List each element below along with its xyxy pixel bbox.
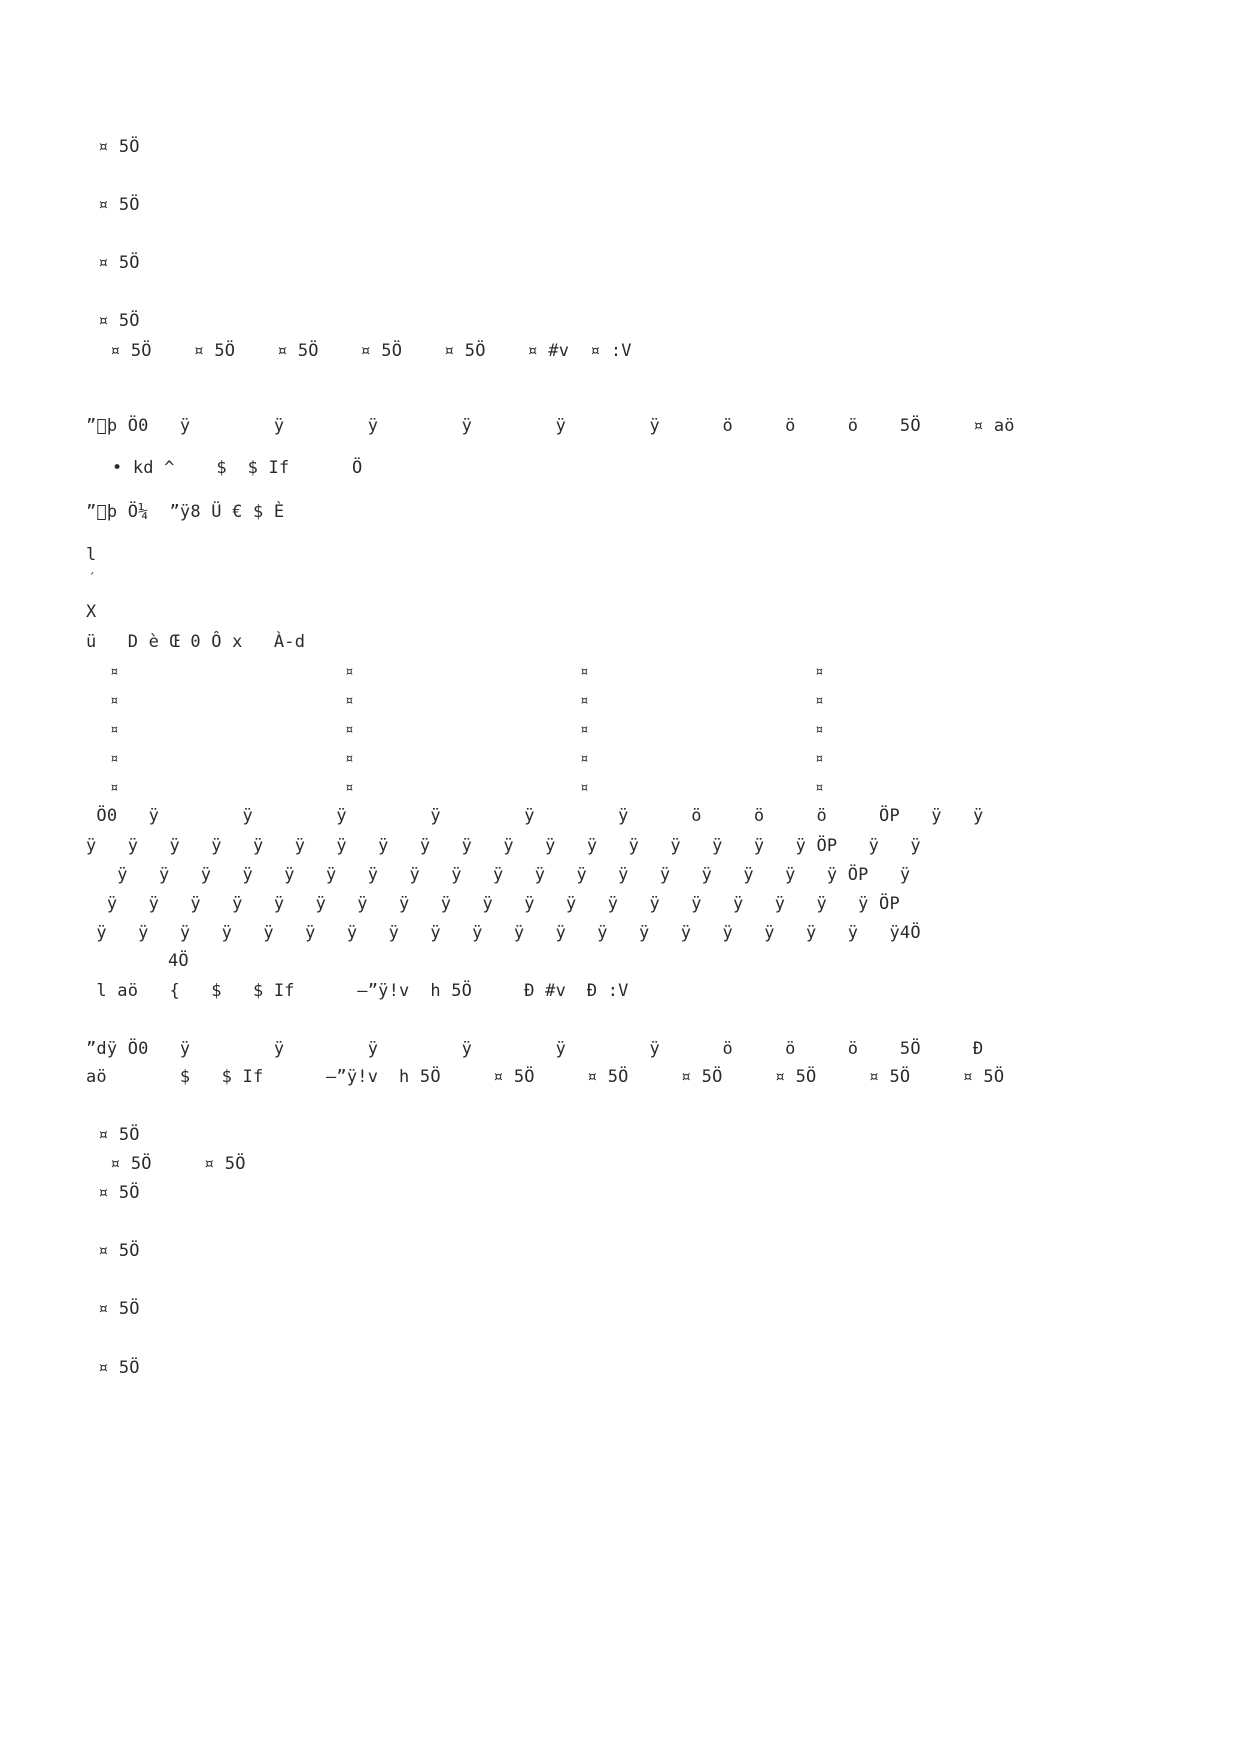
matrix-line: Ö0 ÿ ÿ ÿ ÿ ÿ ÿ ö ö ö ÖP ÿ ÿ: [86, 806, 984, 826]
matrix-line: ÿ ÿ ÿ ÿ ÿ ÿ ÿ ÿ ÿ ÿ ÿ ÿ ÿ ÿ ÿ ÿ ÿ ÿ ÿ ÖP: [86, 894, 900, 914]
currency-symbol: ¤: [580, 780, 589, 796]
text-line: ¤ 5Ö: [98, 1125, 140, 1145]
currency-symbol: ¤: [110, 693, 119, 709]
currency-symbol: ¤: [580, 751, 589, 767]
text-line: ¤ 5Ö ¤ 5Ö ¤ 5Ö ¤ 5Ö ¤ 5Ö ¤ #v ¤ :V: [110, 341, 632, 361]
text-line: ¤ 5Ö: [98, 1183, 140, 1203]
currency-symbol: ¤: [345, 664, 354, 680]
text-line: ¤ 5Ö: [98, 1241, 140, 1261]
currency-symbol: ¤: [815, 751, 824, 767]
text-line: ¤ 5Ö: [98, 1358, 140, 1378]
currency-symbol: ¤: [580, 693, 589, 709]
text-line: l: [86, 545, 97, 565]
text-line: ¤ 5Ö: [98, 137, 140, 157]
currency-symbol: ¤: [580, 664, 589, 680]
matrix-line: ÿ ÿ ÿ ÿ ÿ ÿ ÿ ÿ ÿ ÿ ÿ ÿ ÿ ÿ ÿ ÿ ÿ ÿ ÖP ÿ: [86, 865, 911, 885]
text-line: ¤ 5Ö: [98, 195, 140, 215]
currency-symbol: ¤: [345, 722, 354, 738]
currency-symbol: ¤: [110, 722, 119, 738]
currency-symbol: ¤: [345, 751, 354, 767]
currency-symbol: ¤: [815, 693, 824, 709]
text-line: ¤ 5Ö ¤ 5Ö: [110, 1154, 246, 1174]
text-line: ” þ Ö0 ÿ ÿ ÿ ÿ ÿ ÿ ö ö ö 5Ö ¤ aö: [86, 416, 1015, 436]
text-line: X: [86, 602, 97, 622]
currency-symbol: ¤: [110, 664, 119, 680]
currency-symbol: ¤: [345, 780, 354, 796]
bullet-line: • kd ^ $ $ If Ö: [112, 458, 363, 478]
text-line: ü D è Œ 0 Ô x À-d: [86, 632, 306, 652]
text-line: ¤ 5Ö: [98, 1299, 140, 1319]
text-line: aö $ $ If –”ÿ!v h 5Ö ¤ 5Ö ¤ 5Ö ¤ 5Ö ¤ 5Ö ¤ 5Ö ¤ 5Ö: [86, 1067, 1005, 1087]
currency-symbol: ¤: [815, 664, 824, 680]
currency-symbol: ¤: [110, 780, 119, 796]
text-line: ” þ Ö¼ ”ÿ8 Ü € $ È: [86, 502, 285, 522]
text-line: ¤ 5Ö: [98, 253, 140, 273]
matrix-line: ÿ ÿ ÿ ÿ ÿ ÿ ÿ ÿ ÿ ÿ ÿ ÿ ÿ ÿ ÿ ÿ ÿ ÿ ÿ ÿ4Ö: [86, 923, 921, 943]
currency-symbol: ¤: [110, 751, 119, 767]
currency-symbol: ¤: [345, 693, 354, 709]
currency-symbol: ¤: [580, 722, 589, 738]
matrix-line: ÿ ÿ ÿ ÿ ÿ ÿ ÿ ÿ ÿ ÿ ÿ ÿ ÿ ÿ ÿ ÿ ÿ ÿ ÖP ÿ ÿ: [86, 836, 921, 856]
currency-symbol: ¤: [815, 722, 824, 738]
currency-symbol: ¤: [815, 780, 824, 796]
matrix-line: 4Ö: [168, 951, 189, 971]
text-line: ¤ 5Ö: [98, 311, 140, 331]
text-line: ”dÿ Ö0 ÿ ÿ ÿ ÿ ÿ ÿ ö ö ö 5Ö Ð: [86, 1039, 984, 1059]
text-line: l aö { $ $ If –”ÿ!v h 5Ö Ð #v Ð :V: [86, 981, 629, 1001]
text-line: ´: [88, 571, 96, 585]
